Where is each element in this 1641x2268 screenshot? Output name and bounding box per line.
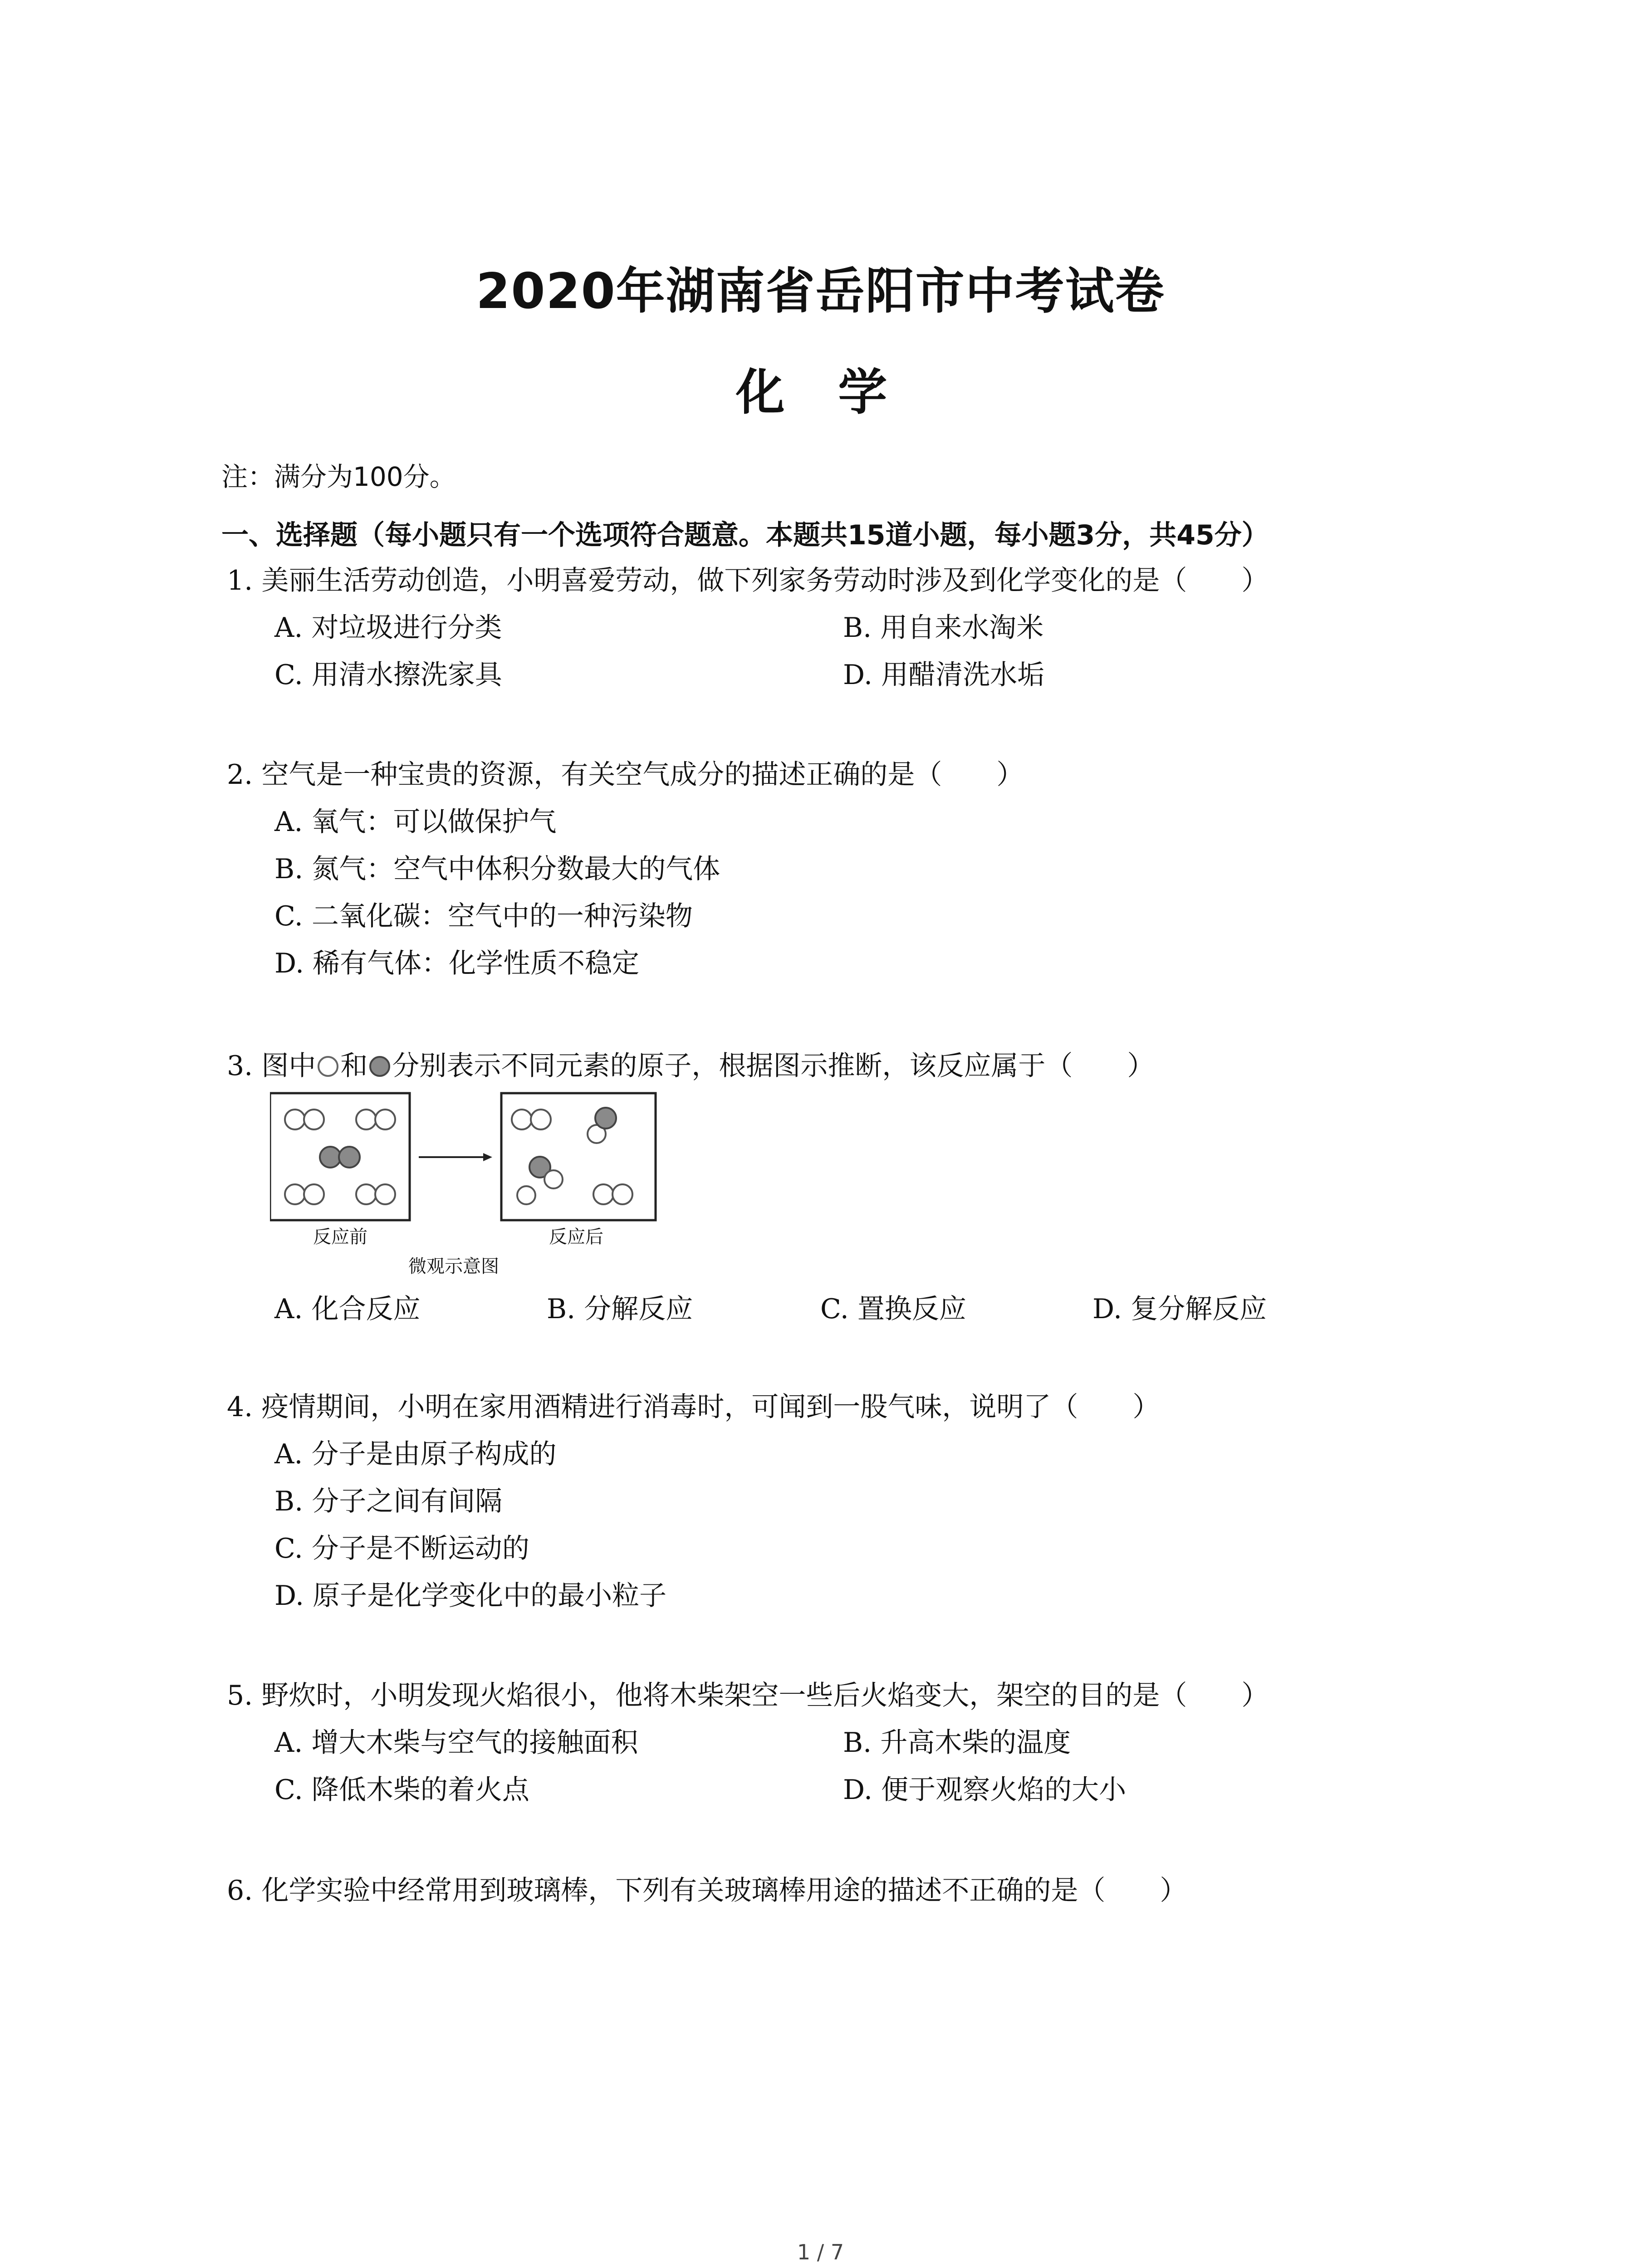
- question-3-option-b: B. 分解反应: [547, 1293, 693, 1325]
- diagram-after-label: 反应后: [549, 1227, 603, 1247]
- question-3-stem-suffix: 分别表示不同元素的原子，根据图示推断，该反应属于（ ）: [392, 1050, 1155, 1082]
- question-3-stem-and: 和: [340, 1050, 368, 1082]
- exam-title: 2020年湖南省岳阳市中考试卷: [476, 263, 1165, 320]
- question-5-option-b: B. 升高木柴的温度: [843, 1727, 1071, 1759]
- question-5-option-a: A. 增大木柴与空气的接触面积: [274, 1727, 638, 1759]
- question-1-option-a: A. 对垃圾进行分类: [274, 612, 502, 644]
- question-3-stem-prefix: 3. 图中: [227, 1050, 316, 1082]
- question-1-option-d: D. 用醋清洗水垢: [843, 659, 1045, 691]
- question-3-option-a: A. 化合反应: [274, 1293, 421, 1325]
- question-2-option-d: D. 稀有气体：化学性质不稳定: [274, 948, 640, 979]
- question-3-stem: [227, 1044, 1154, 1083]
- diagram-caption: 微观示意图: [408, 1256, 499, 1277]
- question-5-option-c: C. 降低木柴的着火点: [274, 1774, 529, 1806]
- question-5-option-d: D. 便于观察火焰的大小: [843, 1774, 1127, 1806]
- reaction-diagram-svg: [270, 1091, 678, 1227]
- exam-subject: 化 学: [735, 364, 906, 421]
- arrow-head-icon: [483, 1153, 492, 1161]
- question-6-stem: 6. 化学实验中经常用到玻璃棒，下列有关玻璃棒用途的描述不正确的是（ ）: [227, 1875, 1187, 1906]
- question-4-option-b: B. 分子之间有间隔: [274, 1486, 503, 1517]
- white-atom-icon: [318, 1056, 338, 1077]
- question-2-option-a: A. 氧气：可以做保护气: [274, 806, 557, 838]
- question-5-stem: 5. 野炊时，小明发现火焰很小，他将木柴架空一些后火焰变大，架空的目的是（ ）: [227, 1680, 1269, 1711]
- gray-atom-icon: [369, 1056, 390, 1077]
- page-number: 1 / 7: [797, 2240, 844, 2264]
- question-4-option-d: D. 原子是化学变化中的最小粒子: [274, 1580, 667, 1612]
- question-1-option-c: C. 用清水擦洗家具: [274, 659, 502, 691]
- section-title: 一、选择题（每小题只有一个选项符合题意。本题共15道小题，每小题3分，共45分）: [221, 519, 1269, 551]
- question-1-stem: 1. 美丽生活劳动创造，小明喜爱劳动，做下列家务劳动时涉及到化学变化的是（ ）: [227, 565, 1269, 596]
- diagram-before-label: 反应前: [313, 1227, 367, 1247]
- question-4-option-a: A. 分子是由原子构成的: [274, 1438, 557, 1470]
- question-3-option-c: C. 置换反应: [820, 1293, 966, 1325]
- score-note: 注：满分为100分。: [221, 461, 456, 492]
- question-2-option-c: C. 二氧化碳：空气中的一种污染物: [274, 900, 693, 932]
- question-4-stem: 4. 疫情期间，小明在家用酒精进行消毒时，可闻到一股气味，说明了（ ）: [227, 1391, 1160, 1423]
- micro-diagram: [270, 1091, 678, 1281]
- question-2-option-b: B. 氮气：空气中体积分数最大的气体: [274, 853, 720, 885]
- question-3-option-d: D. 复分解反应: [1092, 1293, 1267, 1325]
- question-4-option-c: C. 分子是不断运动的: [274, 1533, 529, 1564]
- question-2-stem: 2. 空气是一种宝贵的资源，有关空气成分的描述正确的是（ ）: [227, 759, 1024, 791]
- question-1-option-b: B. 用自来水淘米: [843, 612, 1044, 644]
